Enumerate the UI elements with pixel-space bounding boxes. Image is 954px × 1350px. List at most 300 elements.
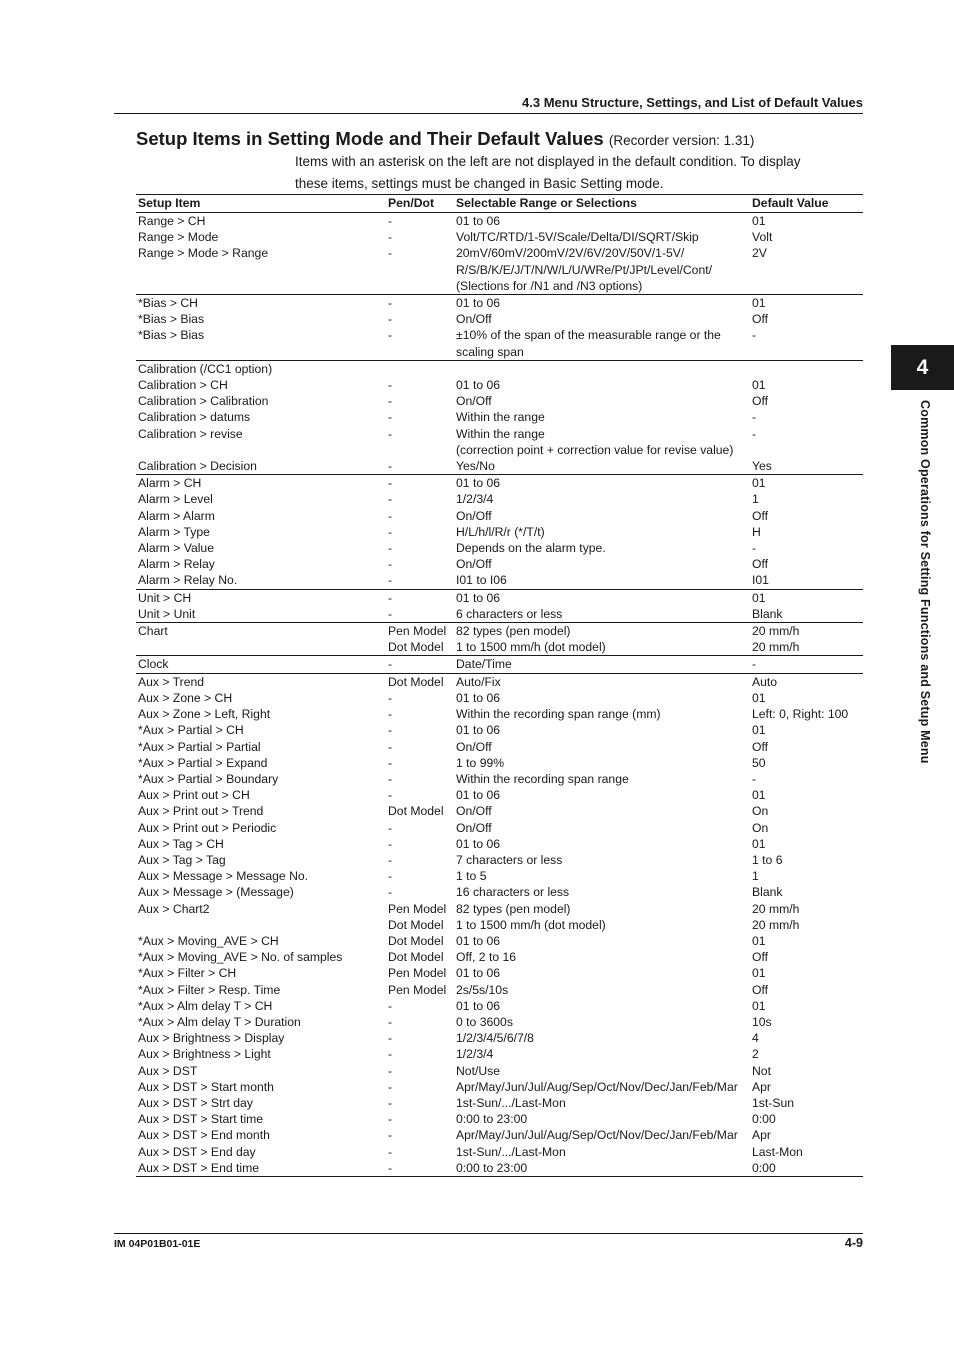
- table-row: [136, 360, 863, 377]
- cell-pen-dot: -: [388, 723, 393, 738]
- table-row: [136, 820, 863, 836]
- cell-setup-item: Alarm > Relay: [138, 557, 215, 572]
- cell-selectable-range: 01 to 06: [454, 589, 750, 606]
- table-row: [136, 1095, 863, 1111]
- cell-setup-item: *Aux > Partial > Boundary: [138, 771, 279, 786]
- cell-default-value: 1st-Sun: [752, 1095, 795, 1110]
- cell-default-value: Off: [752, 394, 769, 409]
- cell-default-value: 0:00: [752, 1112, 776, 1127]
- cell-pen-dot: Pen Model: [388, 901, 447, 916]
- cell-setup-item: Alarm > Alarm: [138, 508, 215, 523]
- intro-line-1: Items with an asterisk on the left are not displayed in the default condition. To display: [295, 154, 801, 169]
- cell-setup-item: Aux > DST > Strt day: [138, 1095, 253, 1110]
- cell-default-value: Auto: [750, 673, 863, 690]
- cell-pen-dot: -: [388, 508, 393, 523]
- header-default-value: Default Value: [750, 195, 863, 213]
- table-row: [136, 458, 863, 475]
- cell-pen-dot: -: [388, 541, 393, 556]
- cell-setup-item: Aux > Chart2: [138, 901, 210, 916]
- cell-setup-item: Aux > Brightness > Display: [138, 1031, 285, 1046]
- table-row: [136, 755, 863, 771]
- cell-selectable-range: H/L/h/l/R/r (*/T/t): [456, 524, 545, 539]
- cell-pen-dot: [386, 344, 454, 361]
- cell-default-value: 50: [752, 755, 766, 770]
- cell-default-value: 01: [752, 378, 766, 393]
- table-row: [136, 739, 863, 755]
- cell-setup-item: Alarm > Level: [138, 492, 213, 507]
- cell-pen-dot: [386, 442, 454, 458]
- cell-default-value: 01: [752, 214, 766, 228]
- cell-pen-dot: -: [388, 492, 393, 507]
- cell-pen-dot: -: [388, 573, 393, 588]
- cell-default-value: H: [752, 524, 761, 539]
- cell-default-value: 01: [750, 295, 863, 312]
- cell-default-value: [750, 344, 863, 361]
- cell-selectable-range: 1st-Sun/.../Last-Mon: [456, 1095, 566, 1110]
- cell-selectable-range: Within the recording span range: [456, 771, 629, 786]
- running-head: 4.3 Menu Structure, Settings, and List of Default Values: [114, 95, 863, 114]
- table-row: [136, 556, 863, 572]
- cell-default-value: 1: [752, 492, 759, 507]
- cell-pen-dot: Dot Model: [386, 673, 454, 690]
- table-row: [136, 524, 863, 540]
- cell-selectable-range: On/Off: [456, 557, 492, 572]
- chapter-number: 4: [916, 355, 929, 379]
- cell-pen-dot: -: [388, 771, 393, 786]
- cell-pen-dot: -: [388, 1128, 393, 1143]
- cell-pen-dot: -: [386, 589, 454, 606]
- cell-setup-item: [136, 639, 386, 656]
- cell-setup-item: *Aux > Alm delay T > CH: [138, 998, 273, 1013]
- cell-setup-item: Aux > DST > Start time: [138, 1112, 264, 1127]
- cell-selectable-range: On/Off: [456, 508, 492, 523]
- cell-setup-item: Calibration > revise: [138, 426, 243, 441]
- table-row: [136, 803, 863, 819]
- cell-default-value: 20 mm/h: [752, 640, 800, 655]
- cell-default-value: 0:00: [752, 1160, 776, 1175]
- cell-pen-dot: -: [388, 836, 393, 851]
- cell-selectable-range: 01 to 06: [454, 475, 750, 492]
- cell-selectable-range: 1st-Sun/.../Last-Mon: [456, 1144, 566, 1159]
- cell-default-value: -: [752, 328, 757, 343]
- footer-rule: [114, 1233, 863, 1234]
- cell-selectable-range: [454, 360, 750, 377]
- table-row: [136, 409, 863, 425]
- cell-default-value: 2V: [752, 246, 767, 261]
- cell-default-value: Last-Mon: [752, 1144, 803, 1159]
- cell-selectable-range: Depends on the alarm type.: [456, 541, 606, 556]
- cell-default-value: [750, 278, 863, 295]
- table-row: [136, 508, 863, 524]
- cell-pen-dot: -: [388, 869, 393, 884]
- cell-selectable-range: Yes/No: [456, 459, 495, 474]
- table-row: [136, 1127, 863, 1143]
- cell-selectable-range: 1 to 1500 mm/h (dot model): [456, 640, 606, 655]
- table-row: [136, 278, 863, 295]
- table-header-row: [136, 195, 863, 213]
- table-row: [136, 540, 863, 556]
- cell-setup-item: *Bias > CH: [136, 295, 386, 312]
- cell-pen-dot: -: [388, 820, 393, 835]
- cell-default-value: On: [752, 804, 769, 819]
- cell-pen-dot: -: [388, 230, 393, 245]
- cell-pen-dot: -: [388, 1160, 393, 1175]
- cell-pen-dot: -: [388, 755, 393, 770]
- cell-setup-item: [136, 262, 386, 278]
- cell-setup-item: *Aux > Partial > Partial: [138, 739, 261, 754]
- cell-default-value: -: [752, 426, 757, 441]
- cell-selectable-range: 1/2/3/4: [456, 1047, 494, 1062]
- cell-pen-dot: Pen Model: [388, 966, 447, 981]
- cell-setup-item: Calibration > Calibration: [138, 394, 269, 409]
- cell-default-value: Blank: [752, 885, 783, 900]
- chapter-tab: [891, 345, 954, 390]
- cell-default-value: Off: [752, 557, 769, 572]
- table-row: [136, 589, 863, 606]
- cell-pen-dot: Dot Model: [388, 804, 444, 819]
- cell-setup-item: Chart: [136, 623, 386, 640]
- cell-pen-dot: -: [388, 1031, 393, 1046]
- cell-default-value: Yes: [752, 459, 772, 474]
- cell-default-value: 4: [752, 1031, 759, 1046]
- cell-selectable-range: 16 characters or less: [456, 885, 570, 900]
- cell-setup-item: Aux > Message > Message No.: [138, 869, 309, 884]
- cell-selectable-range: 01 to 06: [456, 788, 501, 803]
- cell-selectable-range: R/S/B/K/E/J/T/N/W/L/U/WRe/Pt/JPt/Level/Cont/: [456, 262, 713, 277]
- table-row: [136, 1079, 863, 1095]
- cell-selectable-range: 01 to 06: [454, 295, 750, 312]
- table-row: [136, 442, 863, 458]
- table-row: [136, 572, 863, 589]
- cell-selectable-range: Auto/Fix: [454, 673, 750, 690]
- table-row: [136, 393, 863, 409]
- title-text: Setup Items in Setting Mode and Their Default Values: [136, 128, 604, 149]
- cell-selectable-range: 0:00 to 23:00: [456, 1160, 528, 1175]
- cell-pen-dot: -: [388, 1112, 393, 1127]
- cell-selectable-range: 01 to 06: [456, 723, 501, 738]
- cell-setup-item: *Aux > Partial > CH: [138, 723, 244, 738]
- intro-line-2: these items, settings must be changed in Basic Setting mode.: [295, 175, 664, 191]
- cell-pen-dot: -: [388, 788, 393, 803]
- table-row: [136, 1160, 863, 1177]
- cell-pen-dot: -: [388, 328, 393, 343]
- cell-pen-dot: -: [388, 557, 393, 572]
- cell-selectable-range: 1/2/3/4/5/6/7/8: [456, 1031, 534, 1046]
- cell-selectable-range: 01 to 06: [456, 214, 501, 228]
- cell-default-value: 01: [752, 966, 766, 981]
- table-row: [136, 949, 863, 965]
- section-title: [136, 128, 863, 150]
- cell-selectable-range: 0:00 to 23:00: [456, 1112, 528, 1127]
- cell-pen-dot: -: [388, 690, 393, 705]
- cell-default-value: Apr: [752, 1079, 771, 1094]
- table-row: [136, 377, 863, 393]
- cell-selectable-range: 01 to 06: [456, 378, 501, 393]
- cell-default-value: Not: [752, 1063, 771, 1078]
- cell-default-value: 10s: [752, 1014, 772, 1029]
- cell-pen-dot: -: [388, 707, 393, 722]
- table-row: [136, 623, 863, 640]
- cell-setup-item: Calibration > Decision: [138, 459, 257, 474]
- cell-pen-dot: -: [388, 852, 393, 867]
- cell-pen-dot: -: [388, 885, 393, 900]
- cell-default-value: 01: [750, 589, 863, 606]
- table-row: [136, 245, 863, 261]
- cell-selectable-range: 82 types (pen model): [456, 901, 571, 916]
- cell-pen-dot: [386, 278, 454, 295]
- cell-default-value: I01: [752, 573, 769, 588]
- cell-pen-dot: [386, 360, 454, 377]
- cell-selectable-range: (Slections for /N1 and /N3 options): [456, 278, 643, 293]
- cell-selectable-range: 1 to 1500 mm/h (dot model): [456, 917, 606, 932]
- cell-setup-item: Alarm > Type: [138, 524, 210, 539]
- cell-setup-item: *Aux > Filter > CH: [138, 966, 237, 981]
- cell-default-value: -: [752, 541, 757, 556]
- table-row: [136, 1111, 863, 1127]
- cell-pen-dot: -: [386, 656, 454, 673]
- cell-setup-item: Aux > DST > Start month: [138, 1079, 274, 1094]
- cell-selectable-range: scaling span: [456, 344, 524, 359]
- side-label: [918, 400, 932, 820]
- table-row: [136, 965, 863, 981]
- table-row: [136, 722, 863, 738]
- cell-selectable-range: On/Off: [456, 820, 492, 835]
- table-row: [136, 998, 863, 1014]
- cell-setup-item: *Bias > Bias: [138, 312, 205, 327]
- cell-default-value: Off: [752, 508, 769, 523]
- table-row: [136, 771, 863, 787]
- cell-setup-item: Unit > CH: [136, 589, 386, 606]
- cell-pen-dot: -: [386, 475, 454, 492]
- cell-selectable-range: Apr/May/Jun/Jul/Aug/Sep/Oct/Nov/Dec/Jan/Feb/Mar: [456, 1079, 738, 1094]
- cell-default-value: Apr: [752, 1128, 771, 1143]
- cell-setup-item: Aux > Trend: [136, 673, 386, 690]
- cell-default-value: Volt: [752, 230, 773, 245]
- cell-setup-item: Aux > Message > (Message): [138, 885, 294, 900]
- table-row: [136, 787, 863, 803]
- cell-selectable-range: 20mV/60mV/200mV/2V/6V/20V/50V/1-5V/: [456, 246, 685, 261]
- cell-selectable-range: 7 characters or less: [456, 852, 563, 867]
- cell-setup-item: Aux > Brightness > Light: [138, 1047, 271, 1062]
- cell-setup-item: Calibration > CH: [138, 378, 228, 393]
- cell-selectable-range: 01 to 06: [456, 836, 501, 851]
- cell-pen-dot: -: [388, 214, 393, 228]
- cell-default-value: [750, 262, 863, 278]
- cell-pen-dot: -: [388, 1079, 393, 1094]
- table-row: [136, 690, 863, 706]
- cell-setup-item: Range > CH: [138, 214, 206, 228]
- cell-default-value: 20 mm/h: [752, 901, 800, 916]
- cell-selectable-range: On/Off: [456, 804, 492, 819]
- table-row: [136, 606, 863, 623]
- cell-selectable-range: 1 to 5: [456, 869, 487, 884]
- table-row: [136, 933, 863, 949]
- cell-default-value: -: [752, 410, 757, 425]
- cell-selectable-range: 1/2/3/4: [456, 492, 494, 507]
- cell-default-value: Left: 0, Right: 100: [752, 707, 849, 722]
- cell-selectable-range: 2s/5s/10s: [456, 982, 509, 997]
- cell-pen-dot: -: [388, 1047, 393, 1062]
- cell-setup-item: [136, 278, 386, 295]
- cell-selectable-range: 1 to 99%: [456, 755, 505, 770]
- cell-setup-item: Aux > Print out > Trend: [138, 804, 264, 819]
- intro-paragraph: [295, 151, 855, 194]
- table-row: [136, 901, 863, 917]
- cell-pen-dot: Dot Model: [388, 640, 444, 655]
- table-row: [136, 213, 863, 230]
- cell-setup-item: Alarm > Value: [138, 541, 214, 556]
- table-row: [136, 475, 863, 492]
- cell-selectable-range: Off, 2 to 16: [456, 950, 517, 965]
- cell-default-value: Off: [752, 982, 769, 997]
- table-row: [136, 656, 863, 673]
- cell-default-value: 01: [750, 475, 863, 492]
- cell-selectable-range: ±10% of the span of the measurable range or the: [456, 328, 721, 343]
- cell-selectable-range: 01 to 06: [456, 966, 501, 981]
- table-row: [136, 884, 863, 900]
- cell-selectable-range: Within the range: [456, 426, 545, 441]
- cell-selectable-range: 82 types (pen model): [454, 623, 750, 640]
- table-row: [136, 982, 863, 998]
- cell-default-value: [750, 360, 863, 377]
- header-setup-item: Setup Item: [136, 195, 386, 213]
- cell-selectable-range: 01 to 06: [456, 998, 501, 1013]
- cell-default-value: Off: [752, 739, 769, 754]
- footer-doc-id: IM 04P01B01-01E: [114, 1238, 201, 1250]
- cell-pen-dot: Dot Model: [388, 933, 444, 948]
- cell-pen-dot: -: [388, 1095, 393, 1110]
- cell-setup-item: Aux > Zone > CH: [138, 690, 233, 705]
- cell-pen-dot: -: [388, 426, 393, 441]
- table-row: [136, 836, 863, 852]
- cell-default-value: [750, 442, 863, 458]
- table-row: [136, 491, 863, 507]
- header-pen-dot: Pen/Dot: [386, 195, 454, 213]
- cell-default-value: Off: [752, 312, 769, 327]
- cell-pen-dot: -: [386, 295, 454, 312]
- table-row: [136, 639, 863, 656]
- table-row: [136, 1144, 863, 1160]
- cell-default-value: 2: [752, 1047, 759, 1062]
- cell-selectable-range: (correction point + correction value for revise value): [456, 442, 734, 457]
- cell-default-value: 01: [752, 690, 766, 705]
- cell-default-value: 20 mm/h: [750, 623, 863, 640]
- table-row: [136, 917, 863, 933]
- cell-pen-dot: Pen Model: [388, 982, 447, 997]
- cell-pen-dot: -: [388, 459, 393, 474]
- cell-setup-item: Alarm > Relay No.: [138, 573, 238, 588]
- cell-pen-dot: -: [388, 1014, 393, 1029]
- recorder-version: (Recorder version: 1.31): [608, 133, 755, 148]
- table-row: [136, 852, 863, 868]
- cell-setup-item: *Aux > Filter > Resp. Time: [138, 982, 281, 997]
- table-body: [136, 213, 863, 1177]
- cell-setup-item: Calibration (/CC1 option): [136, 360, 386, 377]
- header-selectable-range: Selectable Range or Selections: [454, 195, 750, 213]
- cell-selectable-range: Within the range: [456, 410, 545, 425]
- cell-selectable-range: 01 to 06: [456, 690, 501, 705]
- cell-setup-item: Aux > DST > End time: [138, 1160, 260, 1175]
- cell-setup-item: Aux > Print out > CH: [138, 788, 250, 803]
- cell-pen-dot: -: [388, 1144, 393, 1159]
- cell-selectable-range: On/Off: [456, 312, 492, 327]
- cell-selectable-range: 6 characters or less: [456, 606, 563, 621]
- table-row: [136, 1046, 863, 1062]
- settings-table: [136, 194, 863, 1177]
- cell-default-value: 1 to 6: [752, 852, 783, 867]
- table-row: [136, 344, 863, 361]
- table-row: [136, 1063, 863, 1079]
- table-row: [136, 295, 863, 312]
- cell-setup-item: *Aux > Partial > Expand: [138, 755, 268, 770]
- cell-pen-dot: -: [388, 524, 393, 539]
- cell-default-value: 01: [752, 933, 766, 948]
- cell-setup-item: Range > Mode: [138, 230, 219, 245]
- cell-setup-item: Aux > DST > End month: [138, 1128, 270, 1143]
- cell-selectable-range: 01 to 06: [456, 933, 501, 948]
- cell-setup-item: [136, 442, 386, 458]
- cell-selectable-range: On/Off: [456, 394, 492, 409]
- cell-setup-item: Range > Mode > Range: [138, 246, 269, 261]
- cell-default-value: On: [752, 820, 769, 835]
- cell-selectable-range: Volt/TC/RTD/1-5V/Scale/Delta/DI/SQRT/Skip: [456, 230, 699, 245]
- cell-setup-item: Aux > Zone > Left, Right: [138, 707, 271, 722]
- cell-pen-dot: -: [388, 739, 393, 754]
- side-label-text: Common Operations for Setting Functions and Setup Menu: [918, 400, 932, 764]
- cell-default-value: 01: [752, 788, 766, 803]
- cell-pen-dot: Pen Model: [386, 623, 454, 640]
- cell-setup-item: Aux > DST > End day: [138, 1144, 256, 1159]
- cell-setup-item: Alarm > CH: [136, 475, 386, 492]
- table-row: [136, 1030, 863, 1046]
- cell-selectable-range: Date/Time: [454, 656, 750, 673]
- cell-setup-item: *Bias > Bias: [138, 328, 205, 343]
- cell-setup-item: Aux > Tag > Tag: [138, 852, 226, 867]
- table-row: [136, 426, 863, 442]
- cell-setup-item: [136, 917, 386, 933]
- cell-selectable-range: Not/Use: [456, 1063, 501, 1078]
- cell-setup-item: Aux > Print out > Periodic: [138, 820, 277, 835]
- cell-default-value: 20 mm/h: [752, 917, 800, 932]
- cell-pen-dot: -: [388, 378, 393, 393]
- table-row: [136, 673, 863, 690]
- cell-default-value: 01: [752, 998, 766, 1013]
- table-row: [136, 327, 863, 343]
- cell-pen-dot: Dot Model: [388, 950, 444, 965]
- cell-setup-item: Calibration > datums: [138, 410, 251, 425]
- table-row: [136, 706, 863, 722]
- cell-setup-item: *Aux > Moving_AVE > No. of samples: [138, 950, 343, 965]
- cell-default-value: Blank: [752, 606, 783, 621]
- cell-setup-item: [136, 344, 386, 361]
- table-row: [136, 229, 863, 245]
- page-number: 4-9: [844, 1236, 863, 1250]
- table-row: [136, 868, 863, 884]
- cell-selectable-range: On/Off: [456, 739, 492, 754]
- cell-pen-dot: -: [388, 312, 393, 327]
- cell-pen-dot: -: [388, 394, 393, 409]
- cell-pen-dot: Dot Model: [388, 917, 444, 932]
- cell-setup-item: Clock: [136, 656, 386, 673]
- cell-setup-item: *Aux > Alm delay T > Duration: [138, 1014, 301, 1029]
- table-row: [136, 311, 863, 327]
- cell-pen-dot: -: [388, 1063, 393, 1078]
- cell-default-value: -: [752, 771, 757, 786]
- cell-pen-dot: -: [388, 410, 393, 425]
- cell-default-value: Off: [752, 950, 769, 965]
- cell-setup-item: *Aux > Moving_AVE > CH: [138, 933, 279, 948]
- cell-default-value: 1: [752, 869, 759, 884]
